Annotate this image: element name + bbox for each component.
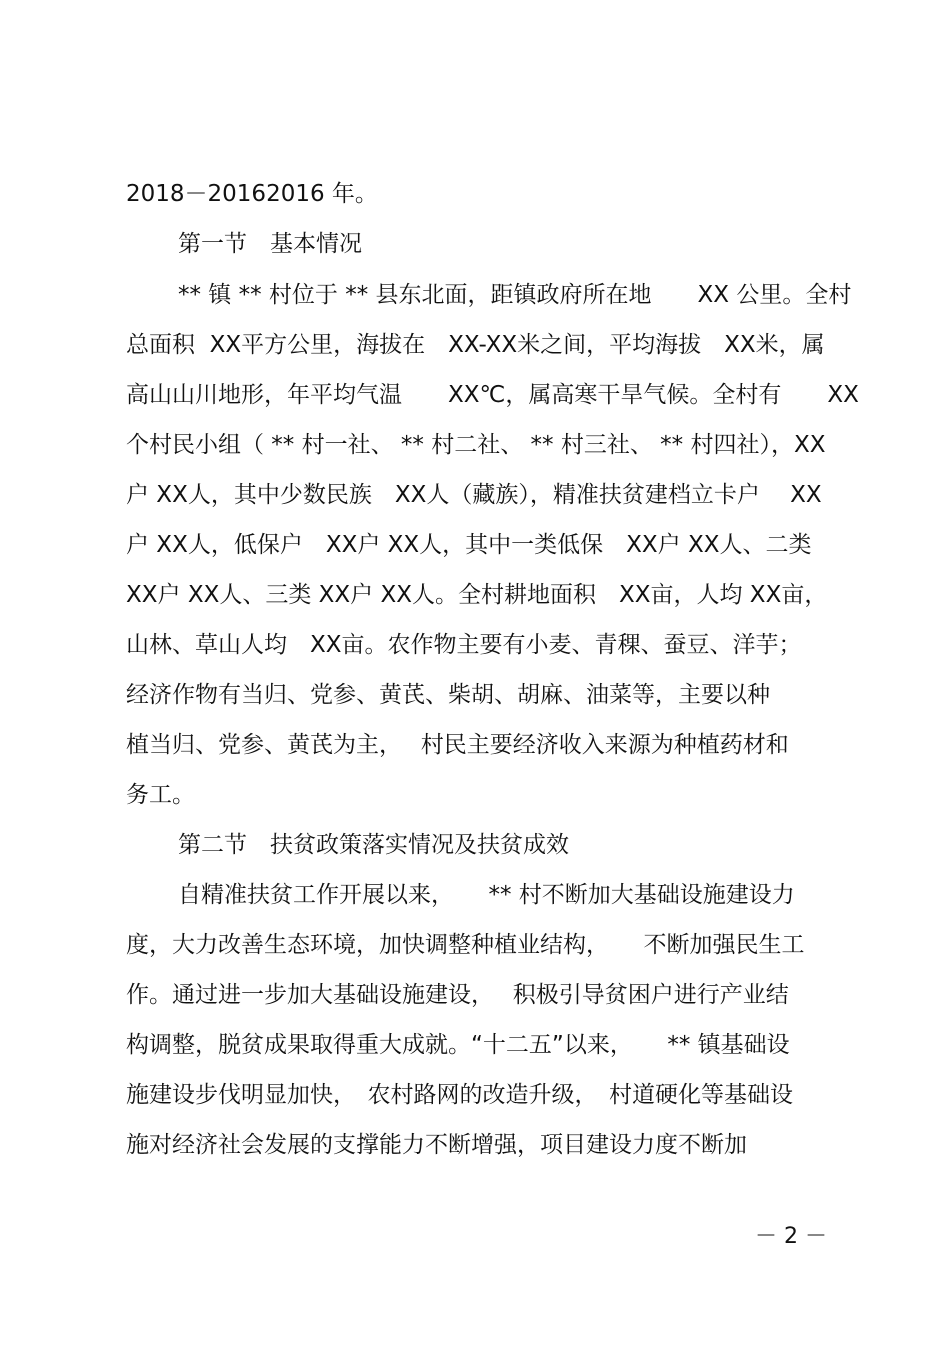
text-line: 作。通过进一步加大基础设施建设， 积极引导贫困户进行产业结 <box>126 982 789 1008</box>
text-line: 施建设步伐明显加快， 农村路网的改造升级， 村道硬化等基础设 <box>126 1082 793 1108</box>
text-line: 务工。 <box>126 782 195 808</box>
text-line: 户 XX人，其中少数民族 XX人（藏族），精准扶贫建档立卡户 XX <box>126 482 822 508</box>
text-line: 个村民小组（ ** 村一社、 ** 村二社、 ** 村三社、 ** 村四社），XX <box>126 432 826 458</box>
text-line: ** 镇 ** 村位于 ** 县东北面，距镇政府所在地 XX 公里。全村 <box>178 282 852 308</box>
text-line: 山林、草山人均 XX亩。农作物主要有小麦、青稞、蚕豆、洋芋； <box>126 632 802 658</box>
page-number: － 2 － <box>755 1224 827 1249</box>
text-line: 高山山川地形，年平均气温 XX℃，属高寒干旱气候。全村有 XX <box>126 382 859 408</box>
text-line: 2018－20162016 年。 <box>126 181 378 207</box>
text-line: 自精准扶贫工作开展以来， ** 村不断加大基础设施建设力 <box>178 882 795 908</box>
section-heading: 第二节 扶贫政策落实情况及扶贫成效 <box>178 832 569 858</box>
text-line: 植当归、党参、黄芪为主， 村民主要经济收入来源为种植药材和 <box>126 732 789 758</box>
section-heading: 第一节 基本情况 <box>178 231 362 257</box>
text-line: 总面积 XX平方公里，海拔在 XX-XX米之间，平均海拔 XX米，属 <box>126 332 825 358</box>
text-line: 施对经济社会发展的支撑能力不断增强，项目建设力度不断加 <box>126 1132 747 1158</box>
text-line: 度，大力改善生态环境，加快调整种植业结构， 不断加强民生工 <box>126 932 805 958</box>
text-line: 构调整，脱贫成果取得重大成就。“十二五”以来， ** 镇基础设 <box>126 1032 790 1058</box>
text-line: 经济作物有当归、党参、黄芪、柴胡、胡麻、油菜等，主要以种 <box>126 682 770 708</box>
text-line: 户 XX人，低保户 XX户 XX人，其中一类低保 XX户 XX人、二类 <box>126 532 812 558</box>
text-line: XX户 XX人、三类 XX户 XX人。全村耕地面积 XX亩，人均 XX亩， <box>126 582 828 608</box>
